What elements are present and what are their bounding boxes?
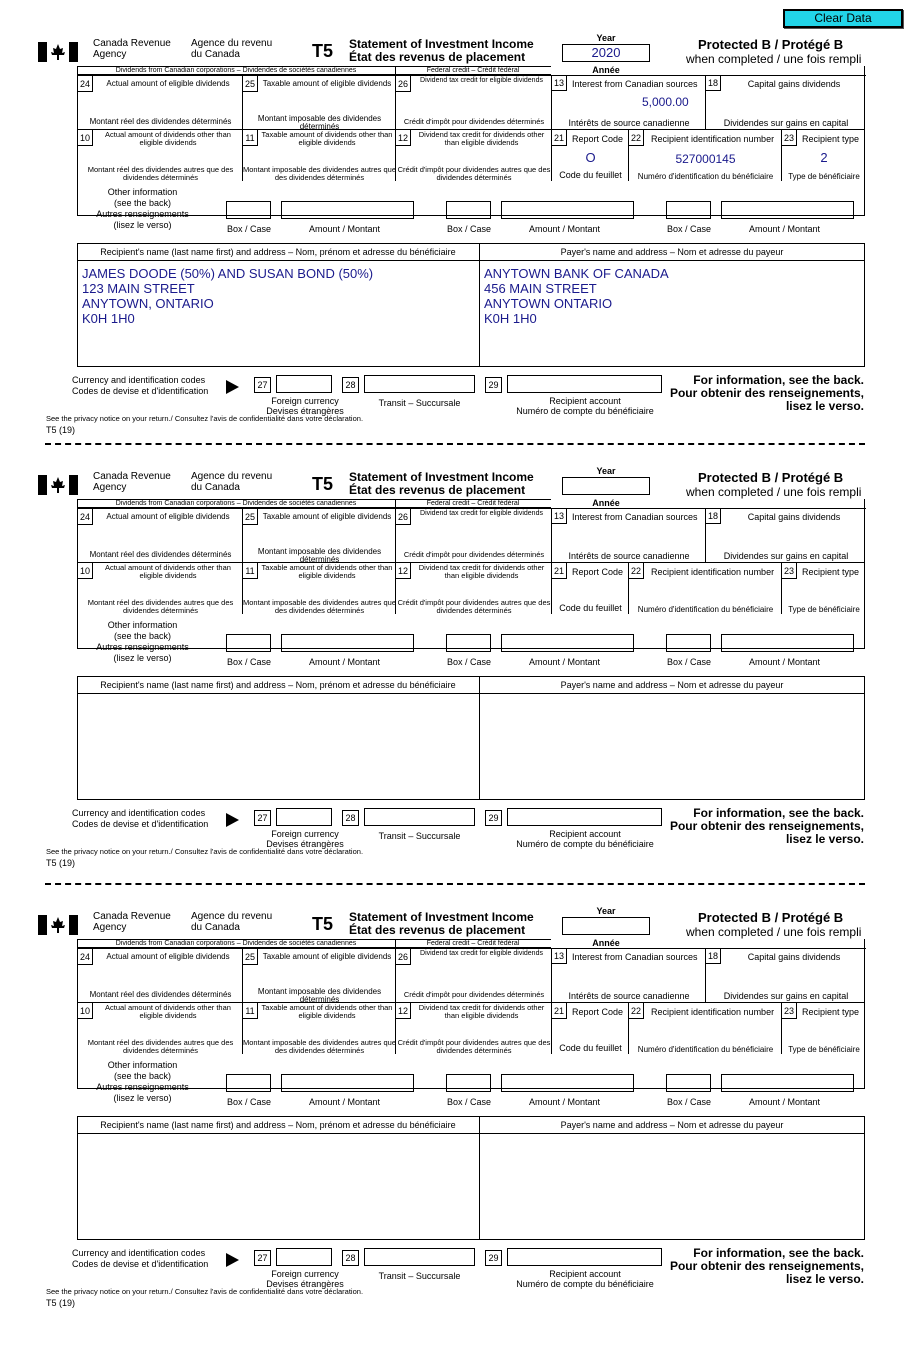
currency-label: Currency and identification codes Codes de devise et d'identification [72,808,209,829]
info-back-text: For information, see the back. Pour obtenir des renseignements, lisez le verso. [669,373,864,413]
other-amount-2[interactable] [501,634,634,652]
box-26[interactable]: 26 Dividend tax credit for eligible dividends Crédit d'impôt pour dividendes déterminés [395,75,551,129]
protected-label: Protected B / Protégé B [698,37,844,52]
protected-sub: when completed / une fois rempli [686,485,862,499]
other-amount-2[interactable] [501,201,634,219]
currency-label: Currency and identification codes Codes de devise et d'identification [72,375,209,396]
canada-flag-icon [38,915,78,935]
recipient-address[interactable]: JAMES DOODE (50%) AND SUSAN BOND (50%) 123 MAIN STREET ANYTOWN, ONTARIO K0H 1H0 [82,266,374,326]
foreign-currency-field[interactable] [276,808,332,826]
recipient-header: Recipient's name (last name first) and address – Nom, prénom et adresse du bénéficiaire [100,247,456,257]
other-box-2[interactable] [446,1074,491,1092]
foreign-currency-field[interactable] [276,1248,332,1266]
report-code-value[interactable]: O [585,150,596,165]
box-12[interactable]: 12 Dividend tax credit for dividends other than eligible dividends Crédit d'impôt pour dividendes autres que des dividendes déterminés [395,1002,551,1054]
box-10[interactable]: 10 Actual amount of dividends other than eligible dividends Montant réel des dividendes autres que des dividendes déterminés [77,129,242,181]
box-24[interactable]: 24 Actual amount of eligible dividends Montant réel des dividendes déterminés [77,75,242,129]
box-23[interactable]: 23 Recipient type Type de bénéficiaire [781,1002,865,1054]
box-22[interactable]: 22 Recipient identification number 527000145 Numéro d'identification du bénéficiaire [628,129,781,181]
arrow-right-icon [226,813,239,827]
agency-fr: Agence du revenu du Canada [191,471,273,493]
recipient-header: Recipient's name (last name first) and address – Nom, prénom et adresse du bénéficiaire [100,680,456,690]
box-13[interactable]: 13 Interest from Canadian sources Intérêts de source canadienne [551,508,705,562]
other-amount-3[interactable] [721,634,854,652]
other-box-1[interactable] [226,201,271,219]
other-amount-1[interactable] [281,1074,414,1092]
box-26[interactable]: 26 Dividend tax credit for eligible dividends Crédit d'impôt pour dividendes déterminés [395,508,551,562]
transit-field[interactable] [364,808,475,826]
payer-header: Payer's name and address – Nom et adresse du payeur [560,247,784,257]
address-section [77,676,865,800]
box-21[interactable]: 21 Report Code Code du feuillet [551,1002,628,1054]
address-section [77,1116,865,1240]
canada-flag-icon [38,42,78,62]
t5-slip: Canada Revenue Agency Agence du revenu du Canada T5 Statement of Investment Income État des revenus de placement Year Année Protected B / Protégé B when completed / une fois rempli Dividends from Canadian corporations – Dividendes de sociétés canadiennes Federal credit – Crédit fédéral 24 Actual amount of eligible dividends Montant réel des dividendes déterminés 25 Taxable amount of eligible dividends Montant imposable des dividendes déterminés 26 Dividend tax credit for eligible dividends Crédit d'impôt pour dividendes déterminés 13 Interest from Canadian sources Intérêts de source canadienne 18 Capital gains dividends Dividendes sur gains en capital 10 Actual amount of dividends other than eligible dividends Montant réel des dividendes autres que des dividendes déterminés 11 Taxable amount of dividends other than eligible dividends Montant imposable des dividendes autres que des dividendes déterminés 12 Dividend tax credit for dividends other than eligible dividends Crédit d'impôt pour dividendes autres que des dividendes déterminés 21 Report Code Code du feuillet 22 Recipient identification number Numéro d'identification du bénéficiaire 23 Recipient type Type de bénéficiaire Other information (see the back) Autres renseignements (lisez le verso) Box / Case Amount / Montant Box / Case Amount / Montant Box / Case Amount / Montant Recipient's name (last name first) and address – Nom, prénom et adresse du bénéficiaire Payer's name and address – Nom et adresse du payeur Currency and identification codes Codes de devise et d'identification 27 28 29 Foreign currency Devises étrangères Transit – Succursale Recipient account Numéro de compte du bénéficiaire For information, see the back. Pour obtenir des renseignements, lisez le verso. See the privacy notice on your return./ Consultez l'avis de confidentialité dans votre déclaration. T5 (19) [0,471,920,911]
year-fr-label: Année [592,65,620,75]
foreign-currency-field[interactable] [276,375,332,393]
other-amount-3[interactable] [721,201,854,219]
box-12[interactable]: 12 Dividend tax credit for dividends other than eligible dividends Crédit d'impôt pour dividendes autres que des dividendes déterminés [395,129,551,181]
title-fr: État des revenus de placement [349,50,526,64]
agency-fr: Agence du revenu du Canada [191,911,273,933]
payer-header: Payer's name and address – Nom et adresse du payeur [560,680,784,690]
title-en: Statement of Investment Income [349,910,534,924]
box-21[interactable]: 21 Report Code Code du feuillet [551,562,628,614]
other-amount-1[interactable] [281,634,414,652]
agency-fr: Agence du revenu du Canada [191,38,273,60]
year-fr-label: Année [592,498,620,508]
box-26[interactable]: 26 Dividend tax credit for eligible dividends Crédit d'impôt pour dividendes déterminés [395,948,551,1002]
box-11[interactable]: 11 Taxable amount of dividends other than eligible dividends Montant imposable des dividendes autres que des dividendes déterminés [243,563,397,615]
title-en: Statement of Investment Income [349,470,534,484]
other-amount-1[interactable] [281,201,414,219]
year-field[interactable]: 2020 [562,44,650,62]
cut-line [45,443,865,445]
info-back-text: For information, see the back. Pour obtenir des renseignements, lisez le verso. [669,806,864,846]
protected-sub: when completed / une fois rempli [686,925,862,939]
t5-slip: Canada Revenue Agency Agence du revenu du Canada T5 Statement of Investment Income État des revenus de placement Year Année Protected B / Protégé B when completed / une fois rempli Dividends from Canadian corporations – Dividendes de sociétés canadiennes Federal credit – Crédit fédéral 24 Actual amount of eligible dividends Montant réel des dividendes déterminés 25 Taxable amount of eligible dividends Montant imposable des dividendes déterminés 26 Dividend tax credit for eligible dividends Crédit d'impôt pour dividendes déterminés 13 Interest from Canadian sources Intérêts de source canadienne 18 Capital gains dividends Dividendes sur gains en capital 10 Actual amount of dividends other than eligible dividends Montant réel des dividendes autres que des dividendes déterminés 11 Taxable amount of dividends other than eligible dividends Montant imposable des dividendes autres que des dividendes déterminés 12 Dividend tax credit for dividends other than eligible dividends Crédit d'impôt pour dividendes autres que des dividendes déterminés 21 Report Code Code du feuillet 22 Recipient identification number Numéro d'identification du bénéficiaire 23 Recipient type Type de bénéficiaire Other information (see the back) Autres renseignements (lisez le verso) Box / Case Amount / Montant Box / Case Amount / Montant Box / Case Amount / Montant Recipient's name (last name first) and address – Nom, prénom et adresse du bénéficiaire Payer's name and address – Nom et adresse du payeur Currency and identification codes Codes de devise et d'identification 27 28 29 Foreign currency Devises étrangères Transit – Succursale Recipient account Numéro de compte du bénéficiaire For information, see the back. Pour obtenir des renseignements, lisez le verso. See the privacy notice on your return./ Consultez l'avis de confidentialité dans votre déclaration. T5 (19) [0,911,920,1351]
other-info-label: Other information (see the back) Autres renseignements (lisez le verso) [96,1060,189,1103]
other-info-label: Other information (see the back) Autres renseignements (lisez le verso) [96,620,189,663]
agency-en: Canada Revenue Agency [93,38,171,60]
recipient-account-field[interactable] [507,808,662,826]
canada-flag-icon [38,475,78,495]
other-box-3[interactable] [666,201,711,219]
box-11[interactable]: 11 Taxable amount of dividends other than eligible dividends Montant imposable des dividendes autres que des dividendes déterminés [243,130,397,182]
protected-sub: when completed / une fois rempli [686,52,862,66]
form-code: T5 [312,41,334,61]
privacy-notice: See the privacy notice on your return./ Consultez l'avis de confidentialité dans votre déclaration. [46,847,364,856]
box-18[interactable]: 18 Capital gains dividends Dividendes sur gains en capital [705,508,865,562]
box-25[interactable]: 25 Taxable amount of eligible dividends Montant imposable des dividendes déterminés [242,75,395,129]
year-fr-label: Année [592,938,620,948]
recipient-account-field[interactable] [507,375,662,393]
other-box-1[interactable] [226,1074,271,1092]
box-12[interactable]: 12 Dividend tax credit for dividends other than eligible dividends Crédit d'impôt pour dividendes autres que des dividendes déterminés [395,562,551,614]
other-amount-2[interactable] [501,1074,634,1092]
protected-label: Protected B / Protégé B [698,470,844,485]
group-federal-header: Federal credit – Crédit fédéral [426,940,520,947]
transit-field[interactable] [364,375,475,393]
payer-header: Payer's name and address – Nom et adresse du payeur [560,1120,784,1130]
other-box-3[interactable] [666,1074,711,1092]
group-federal-header: Federal credit – Crédit fédéral [426,500,520,507]
protected-label: Protected B / Protégé B [698,910,844,925]
other-box-3[interactable] [666,634,711,652]
box-13[interactable]: 13 Interest from Canadian sources 5,000.00 Intérêts de source canadienne [551,75,705,129]
year-label: Year [596,466,616,476]
year-label: Year [596,33,616,43]
group-dividends-header: Dividends from Canadian corporations – Dividendes de sociétés canadiennes [115,500,357,507]
arrow-right-icon [226,380,239,394]
t5-slip: Canada Revenue Agency Agence du revenu du Canada T5 Statement of Investment Income État des revenus de placement Year 2020 Année Protected B / Protégé B when completed / une fois rempli Dividends from Canadian corporations – Dividendes de sociétés canadiennes Federal credit – Crédit fédéral 24 Actual amount of eligible dividends Montant réel des dividendes déterminés 25 Taxable amount of eligible dividends Montant imposable des dividendes déterminés 26 Dividend tax credit for eligible dividends Crédit d'impôt pour dividendes déterminés 13 Interest from Canadian sources 5,000.00 Intérêts de source canadienne 18 Capital gains dividends Dividendes sur gains en capital 10 Actual amount of dividends other than eligible dividends Montant réel des dividendes autres que des dividendes déterminés 11 Taxable amount of dividends other than eligible dividends Montant imposable des dividendes autres que des dividendes déterminés 12 Dividend tax credit for dividends other than eligible dividends Crédit d'impôt pour dividendes autres que des dividendes déterminés 21 Report Code O Code du feuillet 22 Recipient identification number 527000145 Numéro d'identification du bénéficiaire 23 Recipient type 2 Type de bénéficiaire Other information (see the back) Autres renseignements (lisez le verso) Box / Case Amount / Montant Box / Case Amount / Montant Box / Case Amount / Montant Recipient's name (last name first) and address – Nom, prénom et adresse du bénéficiaire Payer's name and address – Nom et adresse du payeur JAMES DOODE (50%) AND SUSAN BOND (50%) 123 MAIN STREET ANYTOWN, ONTARIO K0H 1H0 ANYTOWN BANK OF CANADA 456 MAIN STREET ANYTOWN ONTARIO K0H 1H0 Currency and identification codes Codes de devise et d'identification 27 28 29 Foreign currency Devises étrangères Transit – Succursale Recipient account Numéro de compte du bénéficiaire For information, see the back. Pour obtenir des renseignements, lisez le verso. See the privacy notice on your return./ Consultez l'avis de confidentialité dans votre déclaration. T5 (19) [0,38,920,478]
recipient-type-value[interactable]: 2 [820,150,828,165]
payer-address[interactable]: ANYTOWN BANK OF CANADA 456 MAIN STREET ANYTOWN ONTARIO K0H 1H0 [484,266,669,326]
box-11[interactable]: 11 Taxable amount of dividends other than eligible dividends Montant imposable des dividendes autres que des dividendes déterminés [243,1003,397,1055]
other-amount-3[interactable] [721,1074,854,1092]
box-18[interactable]: 18 Capital gains dividends Dividendes sur gains en capital [705,75,865,129]
box-22[interactable]: 22 Recipient identification number Numéro d'identification du bénéficiaire [628,562,781,614]
arrow-right-icon [226,1253,239,1267]
form-code: T5 [312,474,334,494]
box-23[interactable]: 23 Recipient type 2 Type de bénéficiaire [781,129,865,181]
privacy-notice: See the privacy notice on your return./ Consultez l'avis de confidentialité dans votre déclaration. [46,414,364,423]
privacy-notice: See the privacy notice on your return./ Consultez l'avis de confidentialité dans votre déclaration. [46,1287,364,1296]
transit-field[interactable] [364,1248,475,1266]
group-federal-header: Federal credit – Crédit fédéral [426,67,520,74]
box-10[interactable]: 10 Actual amount of dividends other than eligible dividends Montant réel des dividendes autres que des dividendes déterminés [77,562,242,614]
box-24[interactable]: 24 Actual amount of eligible dividends Montant réel des dividendes déterminés [77,948,242,1002]
other-box-2[interactable] [446,634,491,652]
currency-label: Currency and identification codes Codes de devise et d'identification [72,1248,209,1269]
recipient-id-value[interactable]: 527000145 [675,152,736,166]
info-back-text: For information, see the back. Pour obtenir des renseignements, lisez le verso. [669,1246,864,1286]
year-label: Year [596,906,616,916]
form-version: T5 (19) [46,858,76,868]
title-fr: État des revenus de placement [349,923,526,937]
box-21[interactable]: 21 Report Code O Code du feuillet [551,129,628,181]
form-version: T5 (19) [46,1298,76,1308]
recipient-account-field[interactable] [507,1248,662,1266]
title-fr: État des revenus de placement [349,483,526,497]
box-13[interactable]: 13 Interest from Canadian sources Intérêts de source canadienne [551,948,705,1002]
group-dividends-header: Dividends from Canadian corporations – Dividendes de sociétés canadiennes [115,67,357,74]
box-25[interactable]: 25 Taxable amount of eligible dividends Montant imposable des dividendes déterminés [242,948,395,1002]
box-23[interactable]: 23 Recipient type Type de bénéficiaire [781,562,865,614]
box-24[interactable]: 24 Actual amount of eligible dividends Montant réel des dividendes déterminés [77,508,242,562]
box-25[interactable]: 25 Taxable amount of eligible dividends Montant imposable des dividendes déterminés [242,508,395,562]
clear-data-button[interactable]: Clear Data [783,9,903,28]
agency-en: Canada Revenue Agency [93,911,171,933]
form-code: T5 [312,914,334,934]
recipient-header: Recipient's name (last name first) and address – Nom, prénom et adresse du bénéficiaire [100,1120,456,1130]
cut-line [45,883,865,885]
group-dividends-header: Dividends from Canadian corporations – Dividendes de sociétés canadiennes [115,940,357,947]
other-info-label: Other information (see the back) Autres renseignements (lisez le verso) [96,187,189,230]
other-box-2[interactable] [446,201,491,219]
interest-value[interactable]: 5,000.00 [642,95,689,109]
year-field[interactable] [562,477,650,495]
other-box-1[interactable] [226,634,271,652]
title-en: Statement of Investment Income [349,37,534,51]
box-18[interactable]: 18 Capital gains dividends Dividendes sur gains en capital [705,948,865,1002]
form-version: T5 (19) [46,425,76,435]
year-field[interactable] [562,917,650,935]
box-22[interactable]: 22 Recipient identification number Numéro d'identification du bénéficiaire [628,1002,781,1054]
agency-en: Canada Revenue Agency [93,471,171,493]
box-10[interactable]: 10 Actual amount of dividends other than eligible dividends Montant réel des dividendes autres que des dividendes déterminés [77,1002,242,1054]
